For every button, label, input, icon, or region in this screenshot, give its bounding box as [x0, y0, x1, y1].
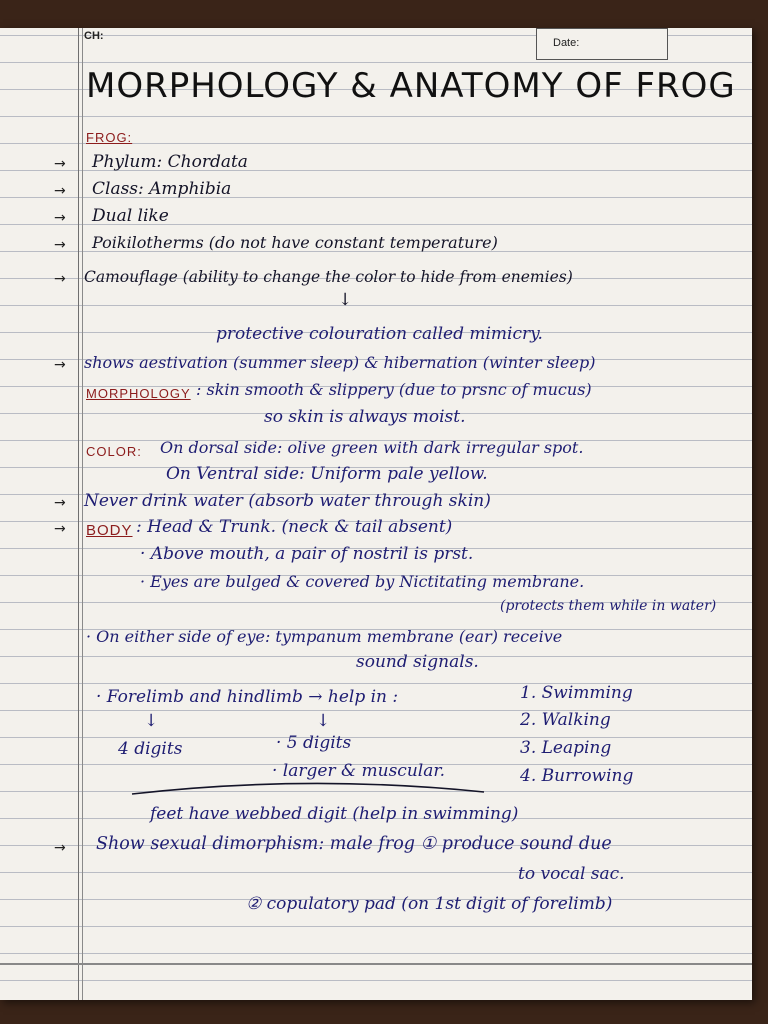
note-tympanum: · On either side of eye: tympanum membrane (ear) receive: [86, 627, 563, 646]
page-title: MORPHOLOGY & ANATOMY OF FROG: [86, 66, 736, 106]
down-arrow: ↓: [338, 290, 353, 310]
note-dorsal: On dorsal side: olive green with dark irregular spot.: [160, 438, 584, 457]
note-moist: so skin is always moist.: [264, 407, 466, 427]
note-protective: protective colouration called mimicry.: [216, 324, 543, 344]
brace-curve: [128, 780, 488, 800]
date-box: [536, 28, 668, 60]
note-limbs: · Forelimb and hindlimb → help in :: [96, 687, 399, 707]
arrow-bullet: →: [54, 840, 66, 856]
note-protects: (protects them while in water): [500, 598, 717, 614]
forelimb-arrow: ↓: [144, 711, 159, 731]
hindlimb-arrow: ↓: [316, 711, 331, 731]
note-five-digits: · 5 digits: [276, 733, 352, 753]
morphology-label: MORPHOLOGY: [86, 386, 191, 401]
note-aestivation: shows aestivation (summer sleep) & hibernation (winter sleep): [84, 353, 596, 372]
note-four-digits: 4 digits: [118, 739, 183, 759]
note-vocal-sac: to vocal sac.: [518, 864, 625, 884]
arrow-bullet: →: [54, 183, 66, 199]
note-camouflage: Camouflage (ability to change the color to hide from enemies): [84, 268, 573, 286]
note-head-trunk: : Head & Trunk. (neck & tail absent): [136, 517, 453, 537]
margin-line-inner: [82, 28, 83, 1000]
note-sexual-dimorphism: Show sexual dimorphism: male frog ① produce sound due: [96, 834, 612, 854]
arrow-bullet: →: [54, 521, 66, 537]
frog-heading: FROG:: [86, 130, 133, 145]
note-skin: : skin smooth & slippery (due to prsnc of mucus): [196, 380, 592, 399]
arrow-bullet: →: [54, 357, 66, 373]
arrow-bullet: →: [54, 237, 66, 253]
note-dual: Dual like: [92, 206, 169, 226]
arrow-bullet: →: [54, 495, 66, 511]
use-leaping: 3. Leaping: [520, 738, 612, 758]
note-class: Class: Amphibia: [92, 179, 232, 199]
note-copulatory: ② copulatory pad (on 1st digit of forelimb): [246, 894, 613, 914]
note-ventral: On Ventral side: Uniform pale yellow.: [166, 464, 488, 484]
arrow-bullet: →: [54, 210, 66, 226]
date-label: Date:: [553, 37, 580, 49]
use-swimming: 1. Swimming: [520, 683, 633, 703]
note-larger: · larger & muscular.: [272, 761, 446, 781]
color-label: COLOR:: [86, 444, 142, 459]
note-sound: sound signals.: [356, 652, 479, 672]
use-burrowing: 4. Burrowing: [520, 766, 634, 786]
chapter-label: CH:: [84, 30, 104, 42]
use-walking: 2. Walking: [520, 710, 611, 730]
bottom-rule: [0, 963, 752, 965]
arrow-bullet: →: [54, 156, 66, 172]
note-poikilotherms: Poikilotherms (do not have constant temperature): [92, 233, 498, 252]
note-phylum: Phylum: Chordata: [92, 152, 248, 172]
note-nostril: · Above mouth, a pair of nostril is prst.: [140, 544, 474, 564]
body-label: BODY: [86, 522, 133, 539]
note-never-drink: Never drink water (absorb water through skin): [84, 491, 491, 511]
arrow-bullet: →: [54, 271, 66, 287]
note-webbed: feet have webbed digit (help in swimming): [150, 804, 519, 824]
margin-line: [78, 28, 79, 1000]
note-eyes: · Eyes are bulged & covered by Nictitating membrane.: [140, 572, 585, 591]
notebook-page: [0, 28, 752, 1000]
